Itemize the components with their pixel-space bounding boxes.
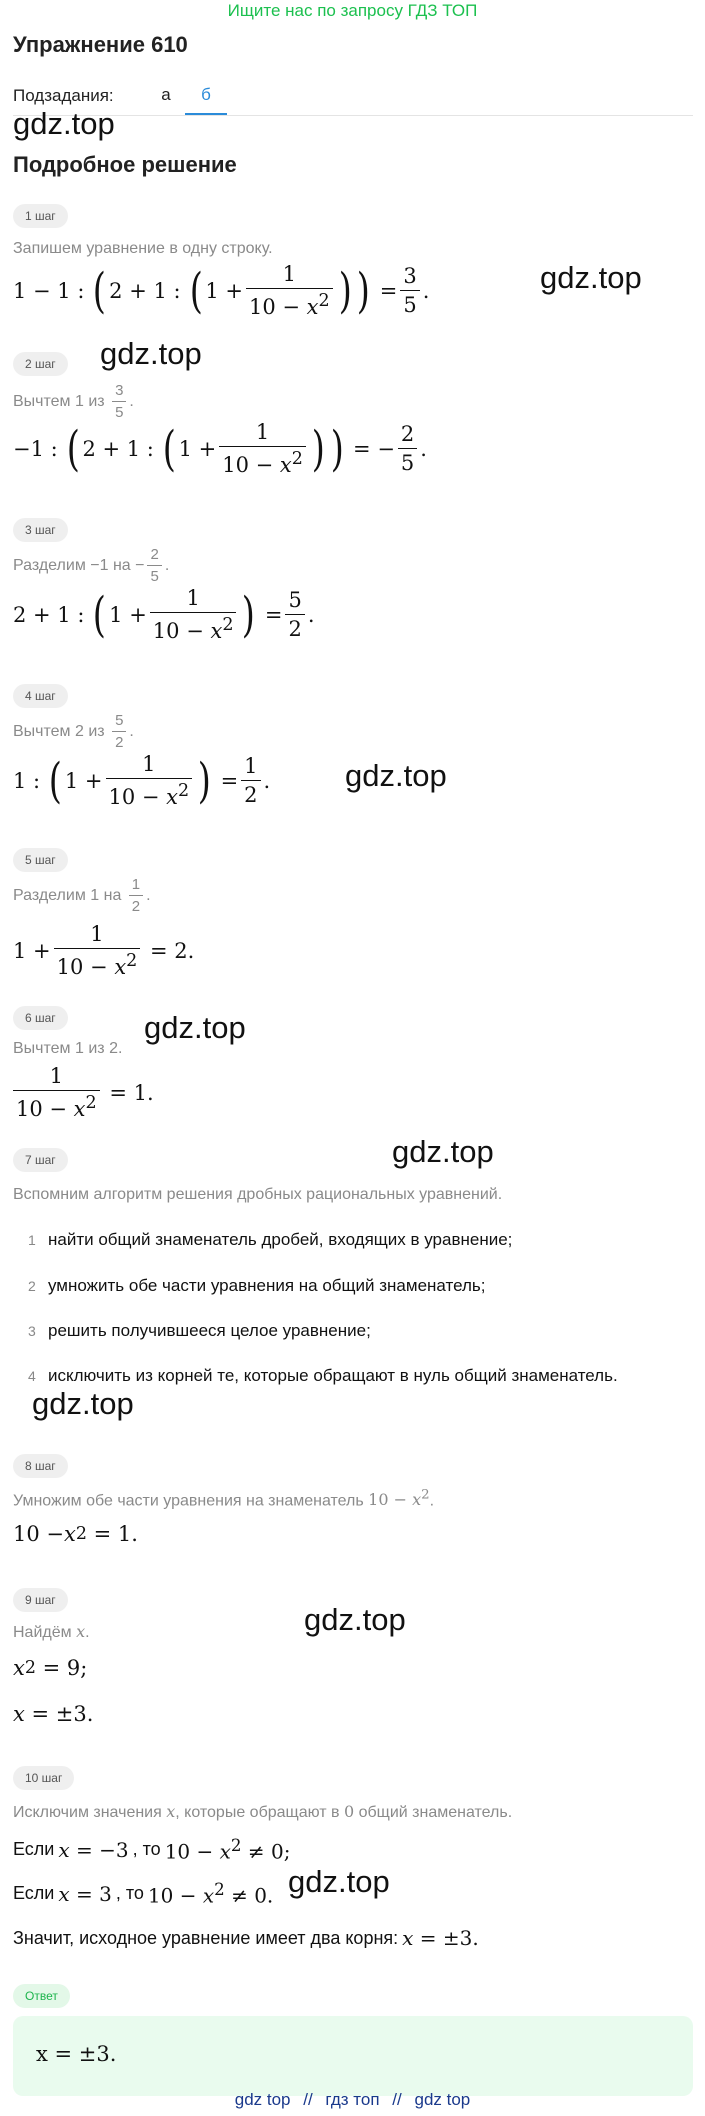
then-word: , то [115, 1883, 144, 1904]
equation: 1 : ( 1 + $\frac{1}{10 - x^2}$ ) = $\frac{1}{2}$ . [13, 752, 271, 809]
list-item-text: умножить обе части уравнения на общий знаменатель; [48, 1276, 486, 1295]
step-badge: 6 шаг [13, 1006, 68, 1030]
step-hint-text: Умножим обе части уравнения на знаменатель [13, 1492, 364, 1510]
step-badge: 8 шаг [13, 1454, 68, 1478]
list-item-text: исключить из корней те, которые обращают в нуль общий знаменатель. [48, 1366, 618, 1385]
step-hint-text: Найдём [13, 1624, 72, 1641]
exercise-title: Упражнение 610 [13, 32, 188, 57]
equation: 1 − 1 : ( 2 + 1 : ( 1 + $\frac{1}{10 - x^2}$ ) ) = $\frac{3}{5}$ . [13, 262, 430, 319]
equation: 10 − x 2 = 1. [13, 1522, 138, 1546]
list-item-text: найти общий знаменатель дробей, входящих в уравнение; [48, 1230, 513, 1249]
list-item: 2 умножить обе части уравнения на общий знаменатель; [28, 1276, 486, 1295]
step-hint-text: , которые обращают в [175, 1804, 340, 1821]
step-hint-text: Разделим 1 на [13, 886, 122, 904]
step-hint: Найдём x. [13, 1622, 90, 1641]
watermark: gdz.top [144, 1010, 246, 1045]
equation: −1 : ( 2 + 1 : ( 1 + $\frac{1}{10 - x^2}$ ) ) = − $\frac{2}{5}$ . [13, 420, 427, 477]
step-badge: 4 шаг [13, 684, 68, 708]
if-word: Если [13, 1883, 55, 1904]
subtask-tab-b[interactable]: б [185, 84, 227, 115]
step-badge: 1 шаг [13, 204, 68, 228]
step-hint: Разделим −1 на − $\frac{2}{5}$ . [13, 546, 170, 585]
step-hint-text: общий знаменатель. [358, 1804, 513, 1821]
step-hint-text: Вычтем 2 из [13, 722, 105, 740]
if-word: Если [13, 1839, 55, 1860]
watermark: gdz.top [100, 336, 202, 371]
subtasks-label: Подзадания: [13, 86, 114, 105]
step-badge: 9 шаг [13, 1588, 68, 1612]
footer-separator: // [303, 2090, 313, 2109]
step-badge: 2 шаг [13, 352, 68, 376]
watermark: gdz.top [345, 758, 447, 793]
footer-separator: // [392, 2090, 402, 2109]
conclusion-text: Значит, исходное уравнение имеет два корня: [13, 1927, 399, 1948]
search-banner: Ищите нас по запросу ГДЗ ТОП [227, 1, 478, 20]
step-hint: Вычтем 2 из $\frac{5}{2}$ . [13, 712, 134, 751]
conclusion-line: Значит, исходное уравнение имеет два корня: x = ±3. [13, 1926, 479, 1950]
step-hint: Вспомним алгоритм решения дробных рациональных уравнений. [13, 1186, 503, 1203]
equation: x = ±3. [13, 1702, 94, 1726]
list-item: 1 найти общий знаменатель дробей, входящих в уравнение; [28, 1230, 513, 1249]
answer-badge: Ответ [13, 1984, 70, 2008]
step-hint-text: Исключим значения [13, 1804, 162, 1821]
equation: 2 + 1 : ( 1 + $\frac{1}{10 - x^2}$ ) = $\frac{5}{2}$ . [13, 586, 315, 643]
step-badge: 5 шаг [13, 848, 68, 872]
footer-link[interactable]: gdz top [234, 2090, 291, 2109]
equation: 1 + $\frac{1}{10 - x^2}$ = 2. [13, 922, 195, 979]
watermark: gdz.top [288, 1864, 390, 1899]
list-item-text: решить получившееся целое уравнение; [48, 1321, 371, 1340]
step-hint-text: Разделим −1 на [13, 556, 131, 574]
then-word: , то [132, 1839, 161, 1860]
watermark: gdz.top [32, 1386, 134, 1421]
watermark: gdz.top [392, 1134, 494, 1169]
watermark: gdz.top [540, 260, 642, 295]
step-hint: Разделим 1 на $\frac{1}{2}$ . [13, 876, 151, 915]
step-hint: Запишем уравнение в одну строку. [13, 240, 273, 257]
step-hint: Вычтем 1 из $\frac{3}{5}$ . [13, 382, 134, 421]
watermark: gdz.top [304, 1602, 406, 1637]
step-badge: 7 шаг [13, 1148, 68, 1172]
subtask-tab-a[interactable]: а [161, 85, 171, 104]
list-item: 3 решить получившееся целое уравнение; [28, 1321, 371, 1340]
answer-value: x = ±3. [36, 2042, 117, 2066]
condition-line: Если x = −3 , то $10 - x^2 \ne 0$; [13, 1836, 291, 1864]
equation: $\frac{1}{10 - x^2}$ = 1. [13, 1064, 154, 1121]
footer-links [0, 2090, 705, 2110]
list-item: 4 исключить из корней те, которые обращают в нуль общий знаменатель. [28, 1366, 618, 1385]
step-hint-text: Вычтем 1 из [13, 392, 105, 410]
equation: x 2 = 9; [13, 1656, 88, 1680]
watermark: gdz.top [13, 106, 115, 141]
subtasks-row [13, 84, 693, 116]
footer-link[interactable]: gdz top [414, 2090, 471, 2109]
step-badge: 3 шаг [13, 518, 68, 542]
condition-line: Если x = 3 , то $10 - x^2 \ne 0$. [13, 1880, 274, 1908]
step-hint: Исключим значения x, которые обращают в 0 общий знаменатель. [13, 1802, 513, 1821]
step-hint: Вычтем 1 из 2. [13, 1040, 123, 1057]
step-hint: Умножим обе части уравнения на знаменатель $10 - x^2$. [13, 1488, 435, 1510]
section-title: Подробное решение [13, 152, 237, 177]
step-badge: 10 шаг [13, 1766, 74, 1790]
footer-link[interactable]: гдз топ [325, 2090, 380, 2109]
